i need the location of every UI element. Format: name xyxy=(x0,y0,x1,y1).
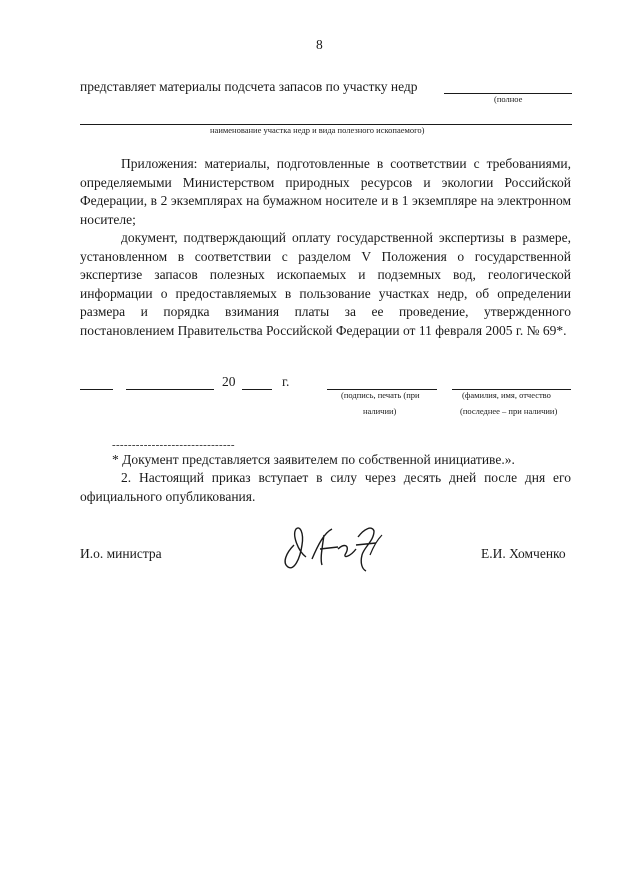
payment-document-paragraph: документ, подтверждающий оплату государственной экспертизы в размере, установленном в соответствии с разделом V Положения о государственной экспертизе запасов полезных ископаемых и подземных вод, геологической информации о предоставляемых в пользование участках недр, об определении размера и порядка взимания платы за ее проведение, утвержденного постановлением Правительства Российской Федерации от 11 февраля 2005 г. № 69*. xyxy=(80,230,571,338)
hint-name: наименование участка недр и вида полезного ископаемого) xyxy=(210,125,425,135)
footnote-text: * Документ представляется заявителем по собственной инициативе.». xyxy=(112,452,515,467)
represents-line: представляет материалы подсчета запасов по участку недр xyxy=(80,79,418,94)
sign-hint-2: наличии) xyxy=(363,406,397,416)
year-prefix: 20 xyxy=(222,374,236,389)
handwritten-signature xyxy=(278,515,388,575)
signatory-position: И.о. министра xyxy=(80,546,162,561)
month-blank xyxy=(126,389,214,390)
year-suffix: г. xyxy=(282,374,290,389)
signatory-name: Е.И. Хомченко xyxy=(481,546,566,561)
name-hint-2: (последнее – при наличии) xyxy=(460,406,558,416)
footnote-separator: ------------------------------- xyxy=(112,439,235,451)
page-number: 8 xyxy=(316,37,323,52)
name-hint-1: (фамилия, имя, отчество xyxy=(462,390,551,400)
day-blank xyxy=(80,389,113,390)
hint-full: (полное xyxy=(494,94,523,104)
effective-date-paragraph: 2. Настоящий приказ вступает в силу через десять дней после дня его официального опубликования. xyxy=(80,470,571,504)
year-blank xyxy=(242,389,272,390)
sign-hint-1: (подпись, печать (при xyxy=(341,390,420,400)
attachments-paragraph: Приложения: материалы, подготовленные в соответствии с требованиями, определяемыми Министерством природных ресурсов и экологии Российской Федерации, в 2 экземплярах на бумажном носителе и в 1 экземпляре на электронном носителе; xyxy=(80,156,571,227)
